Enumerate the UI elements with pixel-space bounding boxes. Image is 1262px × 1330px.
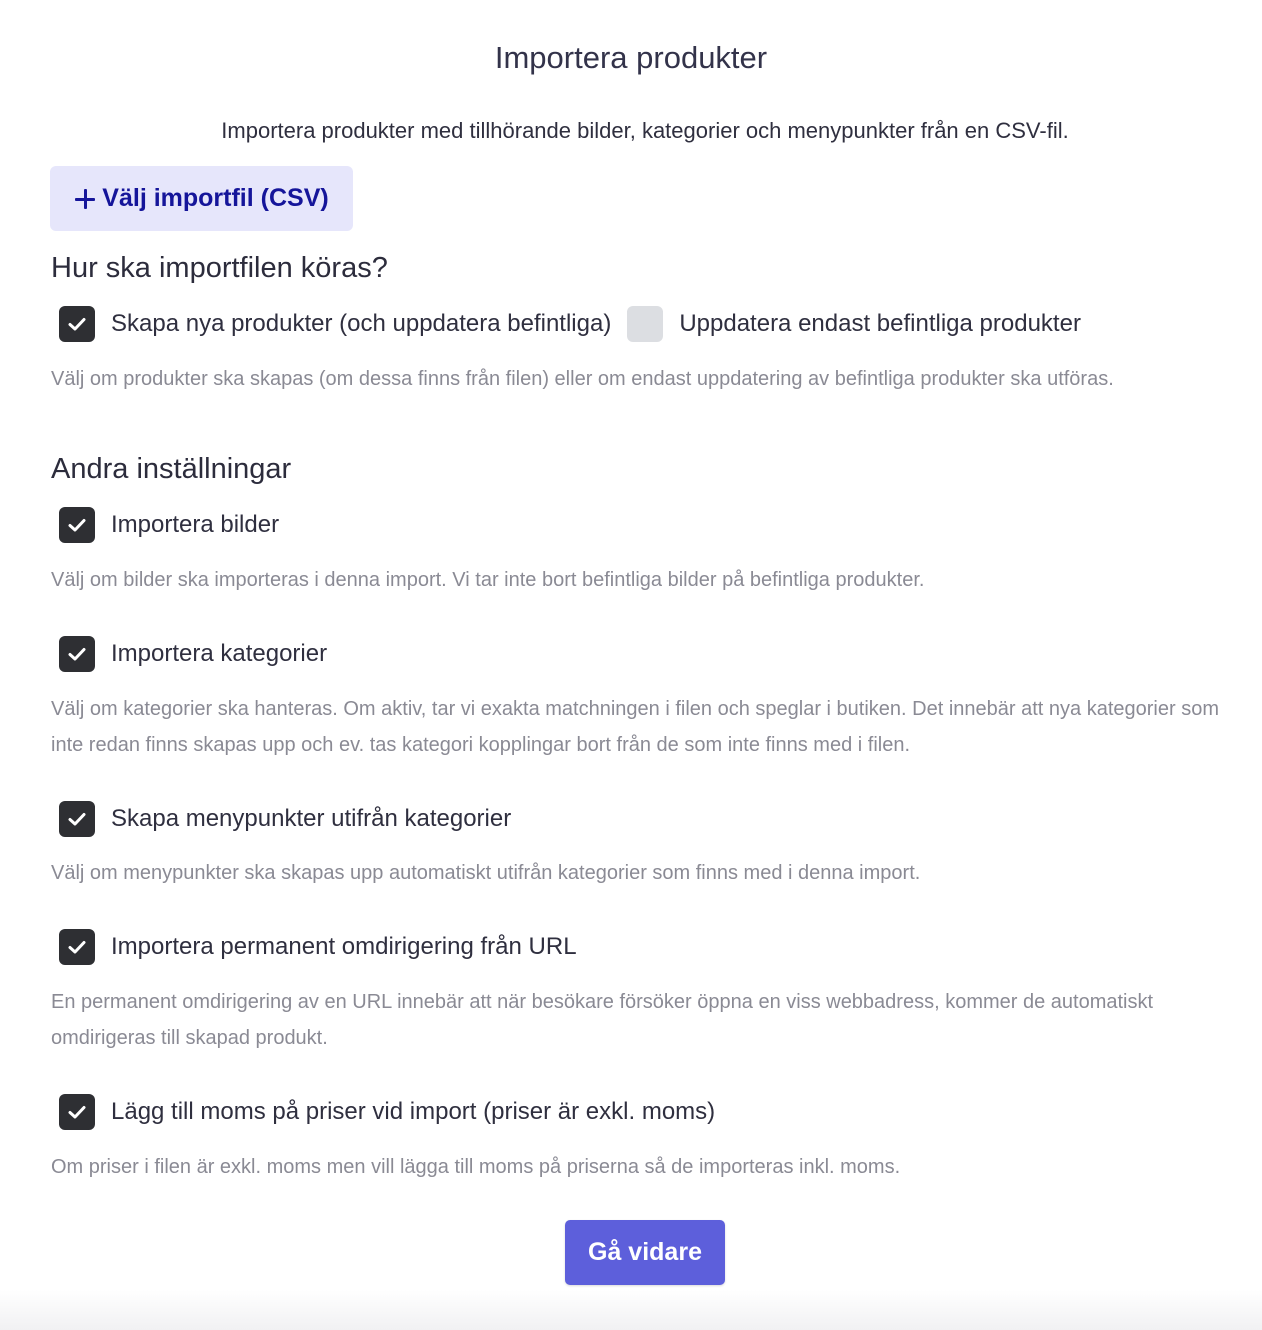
add-vat-label: Lägg till moms på priser vid import (priser är exkl. moms) [111,1098,716,1125]
setting-row-create-menu-items [59,800,511,838]
import-images-checkbox[interactable] [59,507,95,543]
setting-row-import-redirects [59,928,577,966]
create-menu-items-help: Välj om menypunkter ska skapas upp automatiskt utifrån kategorier som finns med i denna import. [51,862,921,884]
choose-import-file-label: Välj importfil (CSV) [102,184,329,212]
add-vat-help: Om priser i filen är exkl. moms men vill lägga till moms på priserna så de importeras inkl. moms. [51,1156,901,1178]
checkmark-icon [66,514,88,536]
create-products-checkbox[interactable] [59,306,95,342]
setting-row-add-vat [59,1093,715,1131]
checkmark-icon [66,808,88,830]
add-vat-checkbox[interactable] [59,1094,95,1130]
import-images-help: Välj om bilder ska importeras i denna import. Vi tar inte bort befintliga bilder på befintliga produkter. [51,569,925,591]
run-mode-heading: Hur ska importfilen köras? [51,252,388,284]
continue-button[interactable]: Gå vidare [565,1220,725,1285]
choose-import-file-button[interactable] [50,166,353,231]
checkmark-icon [66,1101,88,1123]
checkmark-icon [66,643,88,665]
import-images-label: Importera bilder [111,511,280,538]
import-categories-help: Välj om kategorier ska hanteras. Om aktiv, tar vi exakta matchningen i filen och speglar i butiken. Det innebär att nya kategorier som inte redan finns skapas upp och ev. tas kategori kopplingar bort från de som inte finns med i filen. [51,698,1219,756]
run-mode-options [59,305,1081,343]
checkmark-icon [66,936,88,958]
create-products-label: Skapa nya produkter (och uppdatera befintliga) [111,310,612,337]
create-menu-items-label: Skapa menypunkter utifrån kategorier [111,805,512,832]
other-settings-heading: Andra inställningar [51,453,292,485]
setting-row-import-images [59,506,279,544]
run-mode-help: Välj om produkter ska skapas (om dessa finns från filen) eller om endast uppdatering av befintliga produkter ska utföras. [51,368,1114,390]
bottom-edge [0,1290,1262,1330]
checkmark-icon [66,313,88,335]
setting-row-import-categories [59,635,327,673]
import-redirects-label: Importera permanent omdirigering från URL [111,933,577,960]
import-redirects-checkbox[interactable] [59,929,95,965]
import-categories-label: Importera kategorier [111,640,328,667]
create-menu-items-checkbox[interactable] [59,801,95,837]
import-categories-checkbox[interactable] [59,636,95,672]
page-subtitle: Importera produkter med tillhörande bilder, kategorier och menypunkter från en CSV-fil. [221,118,1069,143]
plus-icon [74,188,96,210]
update-only-checkbox[interactable] [627,306,663,342]
import-redirects-help: En permanent omdirigering av en URL innebär att när besökare försöker öppna en viss webbadress, kommer de automatiskt omdirigeras till skapad produkt. [51,991,1154,1049]
page-title: Importera produkter [494,40,768,75]
update-only-label: Uppdatera endast befintliga produkter [679,310,1081,337]
